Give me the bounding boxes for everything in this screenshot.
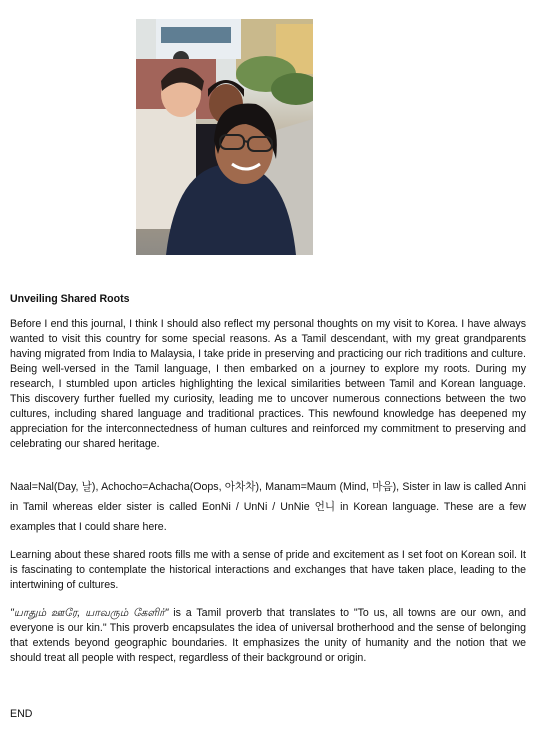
end-marker: END <box>10 708 33 720</box>
paragraph-reflection: Before I end this journal, I think I should also reflect my personal thoughts on my visit to Korea. I have always wanted to visit this country for some special reasons. As a Tamil descendant, with my great grandparents having migrated from India to Malaysia, I take pride in preserving and practicing our rich traditions and culture. Being well-versed in the Tamil language, I then embarked on a journey to explore my roots. During my research, I stumbled upon articles highlighting the lexical similarities between Tamil and Korean language. This discovery further fuelled my curiosity, leading me to uncover numerous connections between the two cultures, including shared language and traditional practices. This newfound knowledge has deepened my appreciation for the interconnectedness of human cultures and reinforced my commitment to preserving and celebrating our shared heritage. <box>10 318 526 450</box>
section-heading: Unveiling Shared Roots <box>10 293 130 305</box>
selfie-photo <box>136 19 313 255</box>
paragraph-word-examples: Naal=Nal(Day, 날), Achocho=Achacha(Oops, 아차차), Manam=Maum (Mind, 마음), Sister in law is called Anni in Tamil whereas elder sister is called EonNi / UnNi / UnNie 언니 in Korean language. These are a few examples that I could share here. <box>10 481 526 533</box>
photo-illustration <box>136 19 313 255</box>
proverb-explanation: is a Tamil proverb that translates to "To us, all towns are our own, and everyone is our kin." This proverb encapsulates the idea of universal brotherhood and the sense of belonging that extends beyond geographic boundaries. It emphasizes the unity of humanity and the notion that we should treat all people with respect, regardless of their background or origin. <box>10 607 526 664</box>
paragraph-shared-roots: Learning about these shared roots fills me with a sense of pride and excitement as I set foot on Korean soil. It is fascinating to contemplate the historical interactions and exchanges that have taken place, leading to the intertwining of cultures. <box>10 549 526 591</box>
tamil-proverb: "யாதும் ஊரே, யாவரும் கேளிர்" <box>10 607 169 619</box>
paragraph-proverb <box>10 606 526 666</box>
